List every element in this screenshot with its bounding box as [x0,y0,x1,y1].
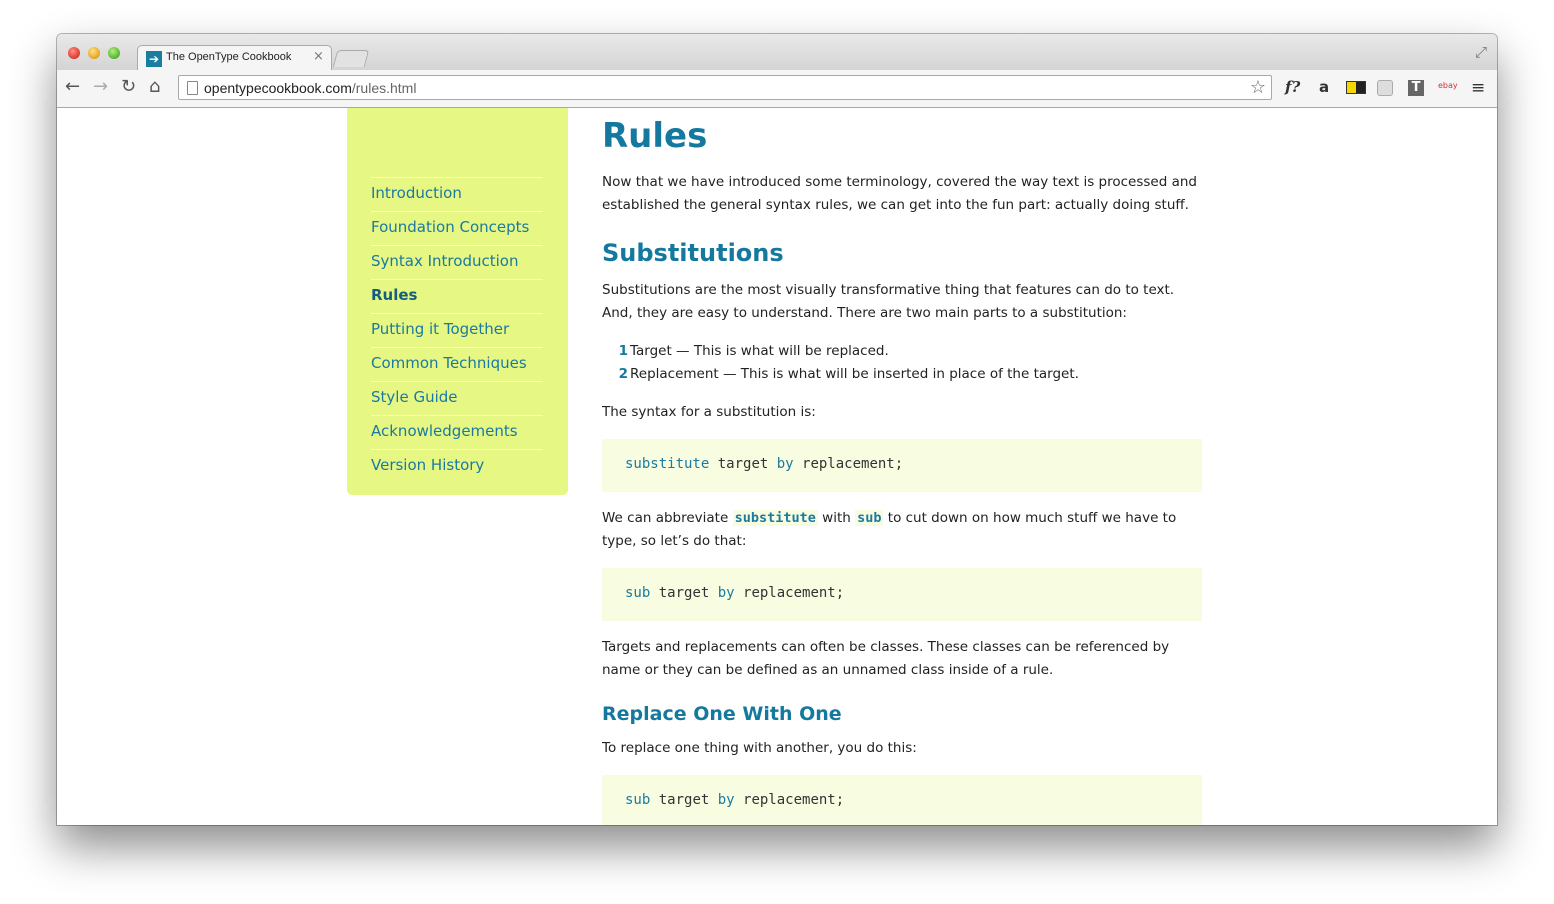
classes-paragraph: Targets and replacements can often be classes. These classes can be referenced by name or they can be defined as an unnamed class inside of a rule. [602,639,1170,678]
zoom-window-button[interactable] [108,47,120,59]
browser-toolbar [57,70,1497,108]
browser-tab[interactable] [137,45,332,70]
bookmark-star-icon[interactable]: ☆ [1249,77,1266,98]
code-text: replacement; [734,585,845,601]
ebay-extension-icon[interactable]: ebay [1438,81,1458,90]
code-text: target [650,585,718,601]
sidebar-item-common-techniques[interactable]: Common Techniques [371,347,543,381]
text: to cut down on how much stuff we have to type, so let’s do that: [602,510,1177,549]
new-tab-button[interactable] [333,50,370,67]
sidebar-item-foundation-concepts[interactable]: Foundation Concepts [371,211,543,245]
url-text[interactable] [204,80,416,96]
home-icon[interactable]: ⌂ [149,76,161,97]
page-icon [187,81,198,95]
browser-window [57,34,1497,825]
replace-one-heading: Replace One With One [602,703,842,725]
site-favicon-icon: ➔ [146,51,162,67]
substitutions-heading: Substitutions [602,239,784,267]
sidebar [347,108,568,495]
code-text: target [650,792,718,808]
list-item [602,340,1202,363]
fullscreen-icon[interactable]: ⤢ [1474,43,1487,61]
sidebar-nav [371,177,543,483]
code-keyword: sub [625,585,651,601]
list-text: Replacement — This is what will be inserted in place of the target. [630,366,1079,382]
code-text: replacement; [793,456,904,472]
code-block [602,775,1202,825]
list-text: Target — This is what will be replaced. [630,343,889,359]
page-title: Rules [602,116,708,156]
evernote-extension-icon[interactable] [1377,80,1393,96]
code-line [625,456,903,472]
substitution-parts-list [602,340,1202,386]
sidebar-item-putting-it-together[interactable]: Putting it Together [371,313,543,347]
sidebar-item-style-guide[interactable]: Style Guide [371,381,543,415]
address-bar[interactable] [178,75,1272,100]
substitutions-paragraph: Substitutions are the most visually transformative thing that features can do to text. And, they are easy to understand. There are two main parts to a substitution: [602,282,1175,321]
sidebar-item-syntax-introduction[interactable]: Syntax Introduction [371,245,543,279]
sidebar-item-acknowledgements[interactable]: Acknowledgements [371,415,543,449]
code-keyword: by [717,585,735,601]
inline-code: substitute [734,510,816,526]
code-keyword: sub [625,792,651,808]
highlighter-extension-icon[interactable] [1346,81,1366,94]
code-keyword: by [776,456,794,472]
forward-icon[interactable]: → [93,76,109,97]
code-block [602,439,1202,492]
inline-code: sub [857,510,882,526]
code-keyword: substitute [625,456,710,472]
code-text: target [709,456,777,472]
list-item [602,363,1202,386]
code-text: replacement; [734,792,845,808]
url-domain: opentypecookbook.com [204,80,352,96]
back-icon[interactable]: ← [65,76,81,97]
text: with [817,510,856,526]
list-number: 2 [618,366,628,382]
code-keyword: by [717,792,735,808]
tab-strip [57,34,1497,70]
code-block [602,568,1202,621]
sidebar-item-rules[interactable]: Rules [371,279,543,313]
replace-paragraph: To replace one thing with another, you do this: [602,740,917,756]
intro-paragraph: Now that we have introduced some terminology, covered the way text is processed and established the general syntax rules, we can get into the fun part: actually doing stuff. [602,174,1197,213]
reload-icon[interactable]: ↻ [121,76,137,97]
tab-title: The OpenType Cookbook [166,51,292,63]
close-window-button[interactable] [68,47,80,59]
minimize-window-button[interactable] [88,47,100,59]
syntax-intro-paragraph: The syntax for a substitution is: [602,404,816,420]
sidebar-item-introduction[interactable]: Introduction [371,177,543,211]
code-line [625,792,844,808]
url-path: /rules.html [351,80,417,96]
fontface-ninja-extension-icon[interactable]: f? [1285,78,1301,96]
sidebar-item-version-history[interactable]: Version History [371,449,543,483]
page-content [57,108,1497,825]
code-line [625,585,844,601]
tab-close-icon[interactable]: × [313,49,324,64]
list-number: 1 [618,343,628,359]
amazon-extension-icon[interactable]: a [1319,78,1330,96]
typewriter-extension-icon[interactable]: T [1408,80,1424,96]
abbreviate-paragraph [602,507,1202,553]
chrome-menu-icon[interactable]: ≡ [1471,78,1486,98]
text: We can abbreviate [602,510,733,526]
